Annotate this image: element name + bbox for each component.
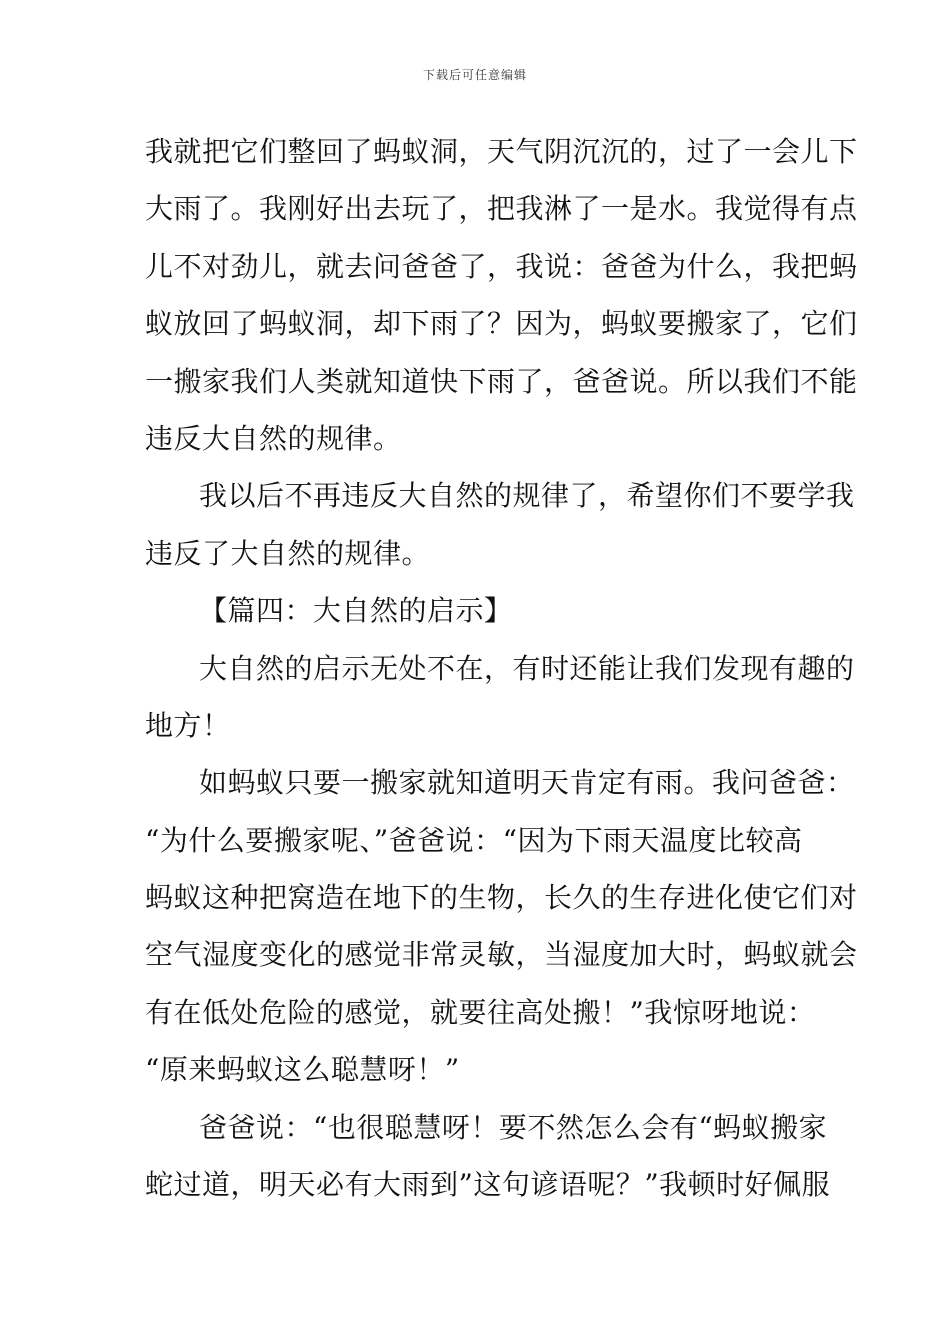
page-header: 下载后可任意编辑 bbox=[422, 68, 527, 82]
text-line: 儿不对劲儿，就去问爸爸了，我说：爸爸为什么，我把蚂 bbox=[145, 249, 858, 283]
text-line: 【篇四：大自然的启示】 bbox=[199, 594, 513, 628]
text-line: 蚁放回了蚂蚁洞，却下雨了？因为，蚂蚁要搬家了，它们 bbox=[145, 307, 858, 341]
text-line: 违反大自然的规律。 bbox=[145, 421, 402, 455]
text-line: 地方！ bbox=[145, 708, 231, 742]
text-line: “为什么要搬家呢、”爸爸说：“因为下雨天温度比较高 bbox=[145, 823, 803, 857]
text-line: 爸爸说：“也很聪慧呀！要不然怎么会有“蚂蚁搬家 bbox=[199, 1110, 828, 1144]
text-line: 我以后不再违反大自然的规律了，希望你们不要学我 bbox=[199, 479, 855, 513]
text-line: 大自然的启示无处不在，有时还能让我们发现有趣的 bbox=[199, 651, 855, 685]
text-line: 如蚂蚁只要一搬家就知道明天肯定有雨。我问爸爸： bbox=[199, 766, 855, 800]
text-line: 我就把它们整回了蚂蚁洞，天气阴沉沉的，过了一会儿下 bbox=[145, 135, 858, 168]
text-line: 蛇过道，明天必有大雨到”这句谚语呢？”我顿时好佩服 bbox=[145, 1168, 831, 1202]
text-line: 蚂蚁这种把窝造在地下的生物，长久的生存进化使它们对 bbox=[145, 881, 858, 915]
text-line: 空气湿度变化的感觉非常灵敏，当湿度加大时，蚂蚁就会 bbox=[145, 938, 858, 972]
text-line: 违反了大自然的规律。 bbox=[145, 536, 431, 570]
document-body bbox=[145, 123, 858, 1213]
text-line: 一搬家我们人类就知道快下雨了，爸爸说。所以我们不能 bbox=[145, 364, 858, 398]
text-line: 大雨了。我刚好出去玩了，把我淋了一是水。我觉得有点 bbox=[145, 192, 858, 226]
text-line: “原来蚂蚁这么聪慧呀！” bbox=[145, 1053, 460, 1087]
text-line: 有在低处危险的感觉，就要往高处搬！”我惊呀地说： bbox=[145, 995, 816, 1029]
